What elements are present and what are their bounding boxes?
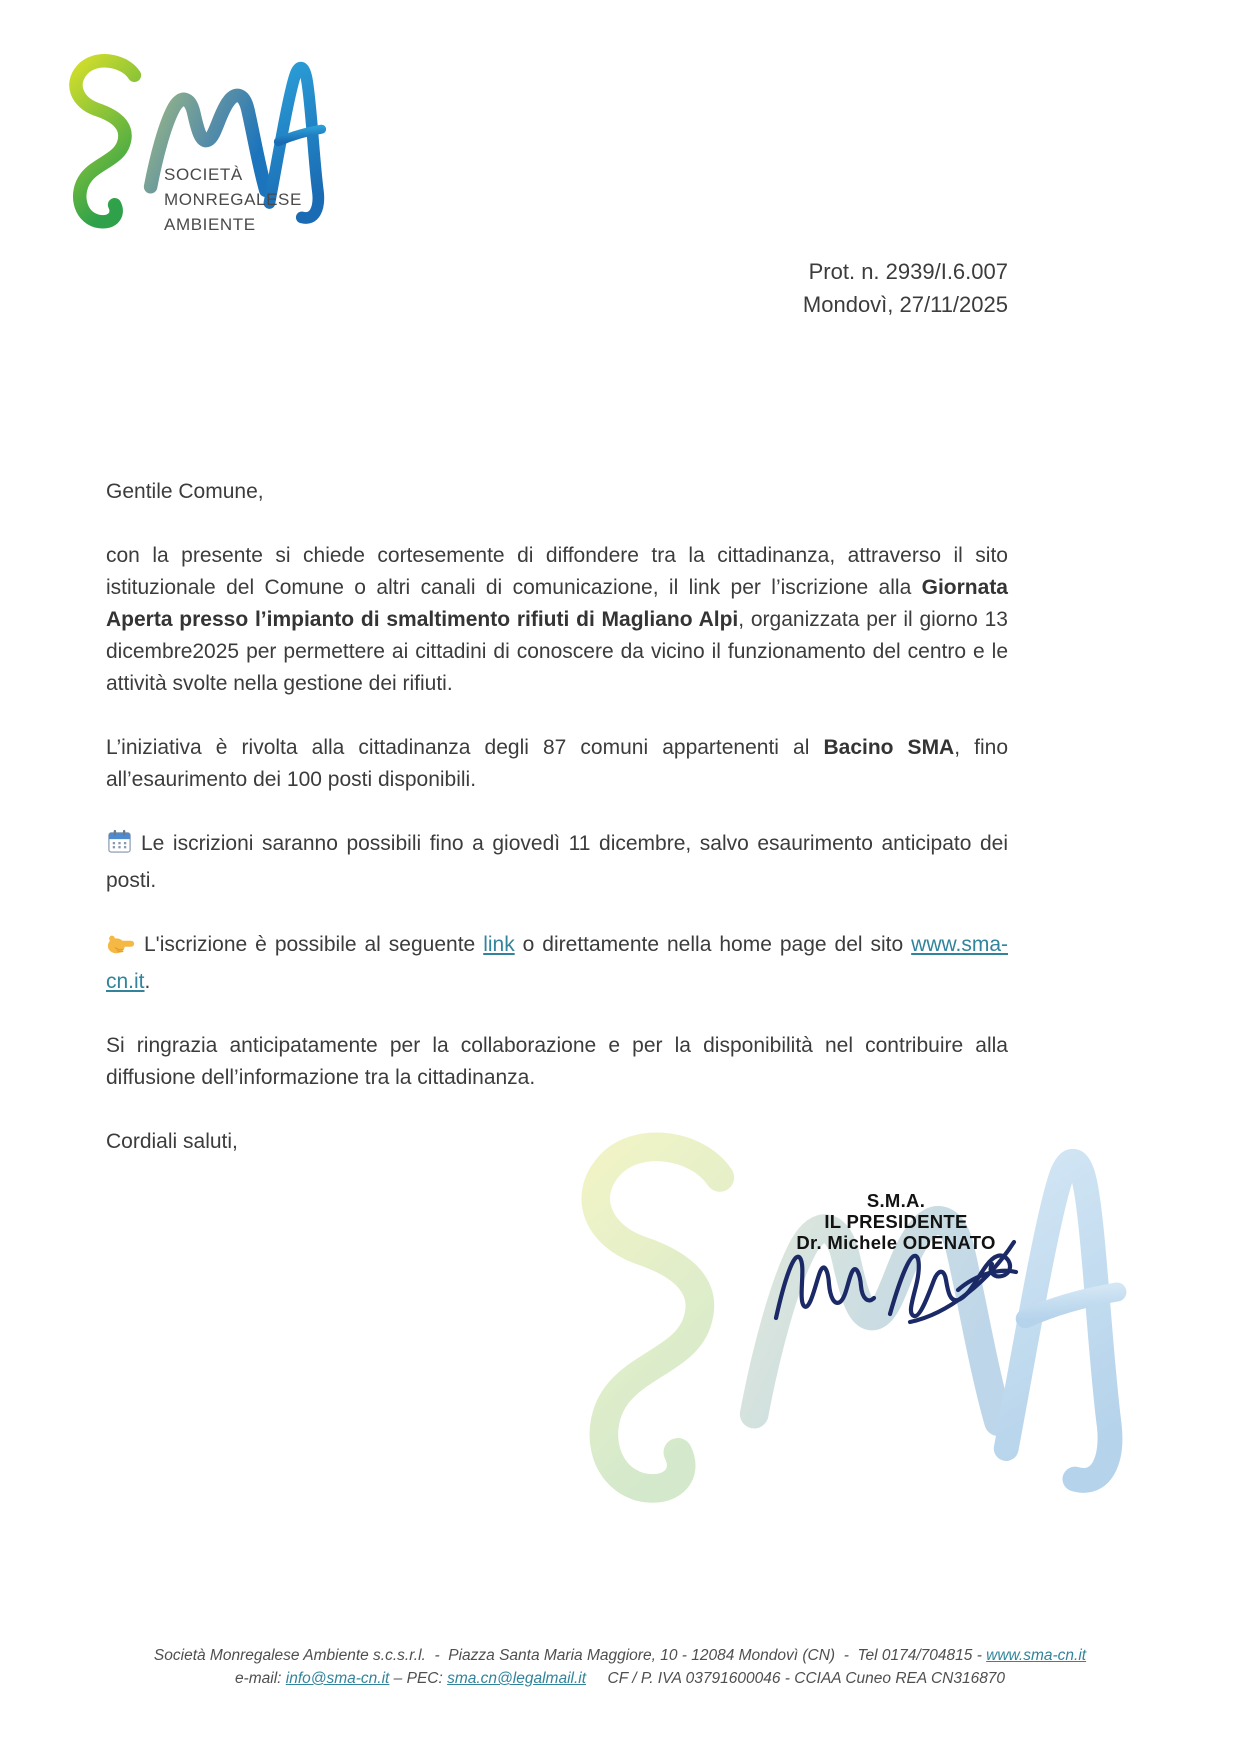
protocol-block [803, 255, 1008, 321]
inline-link[interactable]: info@sma-cn.it [285, 1670, 390, 1687]
paragraph-request [106, 540, 1008, 700]
text-segment: CF / P. IVA 03791600046 - CCIAA Cuneo REA CN316870 [586, 1670, 1006, 1687]
text-segment: Si ringrazia anticipatamente per la collaborazione e per la disponibilità nel contribuire alla diffusione dell’informazione tra la cittadinanza. [106, 1034, 1008, 1089]
text-segment: Le iscrizioni saranno possibili fino a giovedì 11 dicembre, salvo esaurimento anticipato dei posti. [106, 832, 1008, 892]
text-segment: e-mail: [234, 1670, 286, 1687]
signature-name: Dr. Michele ODENATO [796, 1232, 996, 1253]
text-segment: L’iniziativa è rivolta alla cittadinanza degli 87 comuni appartenenti al [106, 736, 824, 759]
inline-link[interactable]: www.sma-cn.it [106, 933, 1008, 993]
text-segment: , organizzata per il giorno 13 dicembre2025 per permettere ai cittadini di conoscere da vicino il funzionamento del centro e le attività svolte nella gestione dei rifiuti. [106, 608, 1008, 695]
logo-caption-line: MONREGALESE [164, 190, 302, 209]
text-segment: Società Monregalese Ambiente s.c.s.r.l. - Piazza Santa Maria Maggiore, 10 - 12084 Mondovì (CN) - Tel 0174/704815 - [153, 1647, 987, 1664]
salutation [106, 476, 1008, 508]
handwritten-signature [742, 1226, 1042, 1336]
paragraph-deadline [106, 828, 1008, 897]
signature-role: IL PRESIDENTE [824, 1211, 968, 1232]
text-segment: . [144, 970, 151, 993]
closing [106, 1126, 1008, 1158]
text-segment: L'iscrizione è possibile al seguente [144, 933, 484, 956]
bold-text-segment: Bacino SMA [823, 736, 955, 759]
text-segment: – PEC: [389, 1670, 448, 1687]
sma-logo [56, 50, 328, 248]
letter-footer [0, 1644, 1240, 1690]
inline-link[interactable]: sma.cn@legalmail.it [447, 1670, 587, 1687]
text-segment: , fino all’esaurimento dei 100 posti disponibili. [106, 736, 1009, 791]
paragraph-registration [106, 929, 1008, 998]
calendar-icon [106, 828, 133, 865]
letter-body [106, 476, 1008, 1190]
place-and-date: Mondovì, 27/11/2025 [802, 292, 1008, 317]
text-segment: con la presente si chiede cortesemente di diffondere tra la cittadinanza, attraverso il sito istituzionale del Comune o altri canali di comunicazione, il link per l’iscrizione alla [106, 544, 1008, 599]
text-segment: o direttamente nella home page del sito [514, 933, 912, 956]
inline-link[interactable]: link [483, 933, 515, 956]
logo-caption-line: AMBIENTE [164, 215, 256, 234]
text-segment: Gentile Comune, [106, 480, 264, 503]
footer-line-contacts [0, 1667, 1240, 1690]
paragraph-thanks [106, 1030, 1008, 1094]
footer-line-address [0, 1644, 1240, 1667]
signature-company: S.M.A. [866, 1190, 926, 1211]
text-segment: Cordiali saluti, [106, 1130, 238, 1153]
protocol-number: Prot. n. 2939/I.6.007 [808, 259, 1008, 284]
logo-caption-line: SOCIETÀ [164, 165, 243, 184]
inline-link[interactable]: www.sma-cn.it [986, 1647, 1087, 1664]
pointing-finger-icon [106, 932, 136, 966]
logo-caption [164, 162, 302, 237]
bold-text-segment: Giornata Aperta presso l’impianto di smaltimento rifiuti di Magliano Alpi [106, 576, 1008, 631]
paragraph-initiative [106, 732, 1008, 796]
